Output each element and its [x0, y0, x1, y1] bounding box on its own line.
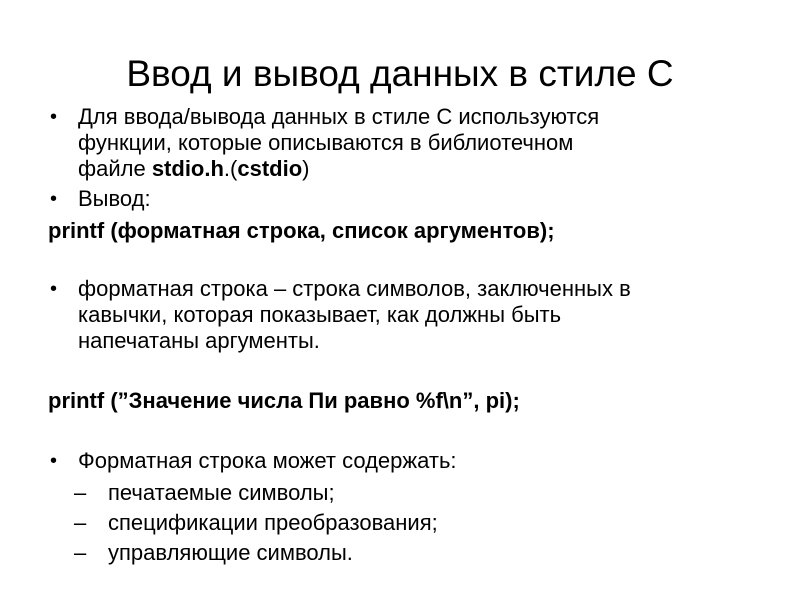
bullet-icon: • — [50, 106, 58, 128]
bullet3-line2: кавычки, которая показывает, как должны быть — [78, 302, 562, 327]
bullet-icon: • — [50, 188, 58, 210]
bullet1-line1: Для ввода/вывода данных в стиле С используются — [78, 104, 600, 129]
sub-item-control: – управляющие символы. — [74, 540, 353, 565]
dash-icon: – — [74, 480, 87, 505]
slide-title: Ввод и вывод данных в стиле С — [126, 53, 674, 94]
sub-item-printable: – печатаемые символы; — [74, 480, 335, 505]
printf-syntax-line: printf (форматная строка, список аргументов); — [48, 218, 555, 243]
bullet1-line3-suffix: ) — [302, 156, 310, 181]
bullet3-line3: напечатаны аргументы. — [78, 328, 320, 353]
sub-item-conversion: – спецификации преобразования; — [74, 510, 438, 535]
dash-icon: – — [74, 510, 87, 535]
bullet1-line3-prefix: файле — [78, 156, 152, 181]
printf-example-line: printf (”Значение числа Пи равно %f\n”, pi); — [48, 388, 520, 413]
bullet-item-format-contents — [46, 448, 766, 474]
bullet3-line1: форматная строка – строка символов, заключенных в — [78, 276, 631, 301]
bullet-item-output — [46, 186, 766, 212]
bullet-icon: • — [50, 278, 58, 300]
bullet1-line3-mid: .( — [223, 156, 238, 181]
stdio-h-text: stdio.h — [151, 156, 224, 181]
bullet-icon: • — [50, 450, 58, 472]
dash-icon: – — [74, 540, 87, 565]
cstdio-text: cstdio — [237, 156, 303, 181]
bullet1-line2: функции, которые описываются в библиотечном — [78, 130, 574, 155]
bullet-item-stdio — [46, 104, 766, 182]
bullet4-text: Форматная строка может содержать: — [78, 448, 457, 473]
bullet2-text: Вывод: — [78, 186, 151, 211]
bullet-item-format-string — [46, 276, 766, 354]
